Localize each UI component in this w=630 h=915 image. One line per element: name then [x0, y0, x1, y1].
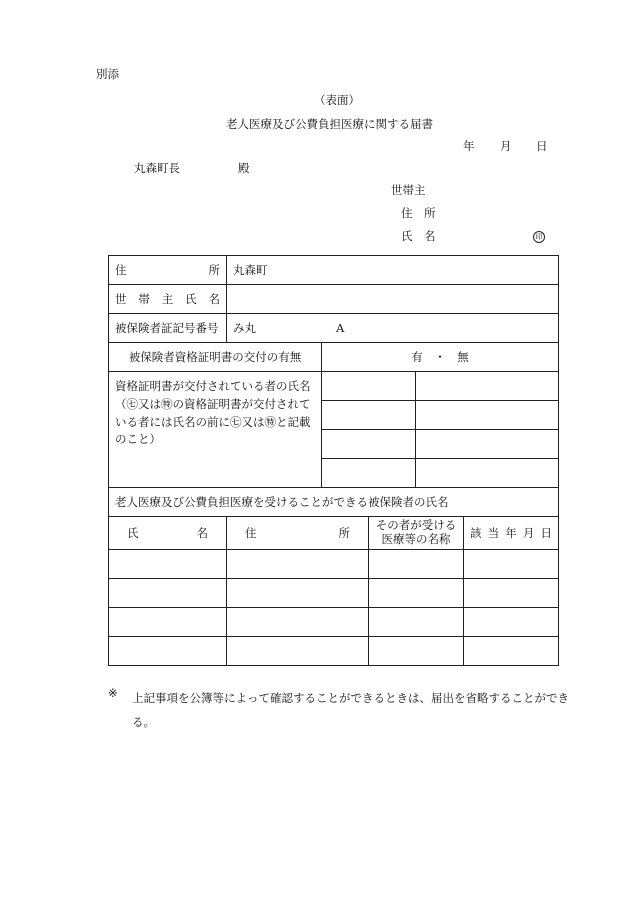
eligible-persons-heading: 老人医療及び公費負担医療を受けることができる被保険者の氏名: [109, 488, 559, 517]
eligible-name-cell[interactable]: [109, 608, 227, 637]
date-day: 日: [536, 139, 548, 153]
column-applicable-date-header: 該 当 年 月 日: [464, 517, 559, 550]
side-label: （表面）: [314, 93, 360, 107]
eligible-date-cell[interactable]: [464, 550, 559, 579]
eligible-address-cell[interactable]: [227, 550, 369, 579]
attachment-label: 別添: [96, 67, 119, 81]
address-row: [109, 256, 559, 285]
eligible-person-row: [109, 550, 559, 579]
applicant-address-label: 住 所: [401, 206, 436, 220]
note-mark: ※: [108, 686, 118, 700]
eligible-date-cell[interactable]: [464, 608, 559, 637]
addressee-name: 丸森町長: [134, 161, 180, 175]
applicant-name-label: 氏 名: [401, 229, 436, 243]
eligible-care-type-cell[interactable]: [369, 550, 464, 579]
column-care-type-header: その者が受ける医療等の名称: [369, 517, 464, 550]
date-month: 月: [500, 139, 512, 153]
date-year: 年: [463, 139, 475, 153]
certificate-holders-label: 資格証明書が交付されている者の氏名（㊆又は㊕の資格証明書が交付されている者には氏名の前に㊆又は㊕と記載のこと）: [109, 372, 322, 488]
certificate-issue-label: 被保険者資格証明書の交付の有無: [109, 343, 322, 372]
address-label-cell: 住 所: [109, 256, 227, 285]
certificate-holder-cell[interactable]: [416, 401, 559, 430]
eligible-address-cell[interactable]: [227, 608, 369, 637]
certificate-holder-cell[interactable]: [322, 401, 416, 430]
householder-label-cell: 世 帯 主 氏 名: [109, 285, 227, 314]
eligible-persons-header-row: [109, 517, 559, 550]
eligible-name-cell[interactable]: [109, 579, 227, 608]
notification-form: [108, 255, 559, 666]
eligible-persons-heading-row: [109, 488, 559, 517]
certificate-holder-cell[interactable]: [416, 372, 559, 401]
eligible-care-type-cell[interactable]: [369, 579, 464, 608]
form-title: 老人医療及び公費負担医療に関する届書: [226, 117, 433, 131]
certificate-holder-cell[interactable]: [416, 459, 559, 488]
column-name-header: 氏 名: [109, 517, 227, 550]
seal-icon: 印: [533, 231, 545, 243]
certificate-issue-options[interactable]: 有 ・ 無: [322, 343, 559, 372]
householder-name-value[interactable]: [227, 285, 559, 314]
eligible-care-type-cell[interactable]: [369, 637, 464, 666]
eligible-person-row: [109, 608, 559, 637]
certificate-holder-cell[interactable]: [322, 372, 416, 401]
note-text: 上記事項を公簿等によって確認することができるときは、届出を省略することができる。: [132, 691, 569, 729]
eligible-person-row: [109, 579, 559, 608]
eligible-date-cell[interactable]: [464, 637, 559, 666]
certificate-holder-cell[interactable]: [416, 430, 559, 459]
eligible-address-cell[interactable]: [227, 637, 369, 666]
householder-row: [109, 285, 559, 314]
certificate-holder-cell[interactable]: [322, 430, 416, 459]
eligible-date-cell[interactable]: [464, 579, 559, 608]
address-value[interactable]: 丸森町: [227, 256, 559, 285]
eligible-person-row: [109, 637, 559, 666]
eligible-name-cell[interactable]: [109, 637, 227, 666]
certificate-issue-row: [109, 343, 559, 372]
certificate-holder-cell[interactable]: [322, 459, 416, 488]
eligible-name-cell[interactable]: [109, 550, 227, 579]
eligible-care-type-cell[interactable]: [369, 608, 464, 637]
addressee-honorific: 殿: [238, 161, 250, 175]
certificate-holder-row: [109, 372, 559, 401]
household-head-label: 世帯主: [391, 183, 426, 197]
insured-number-row: [109, 314, 559, 343]
seal-mark: [533, 228, 545, 243]
insured-number-label: 被保険者証記号番号: [109, 314, 227, 343]
column-address-header: 住 所: [227, 517, 369, 550]
insured-number-value[interactable]: み丸 A: [227, 314, 559, 343]
eligible-address-cell[interactable]: [227, 579, 369, 608]
